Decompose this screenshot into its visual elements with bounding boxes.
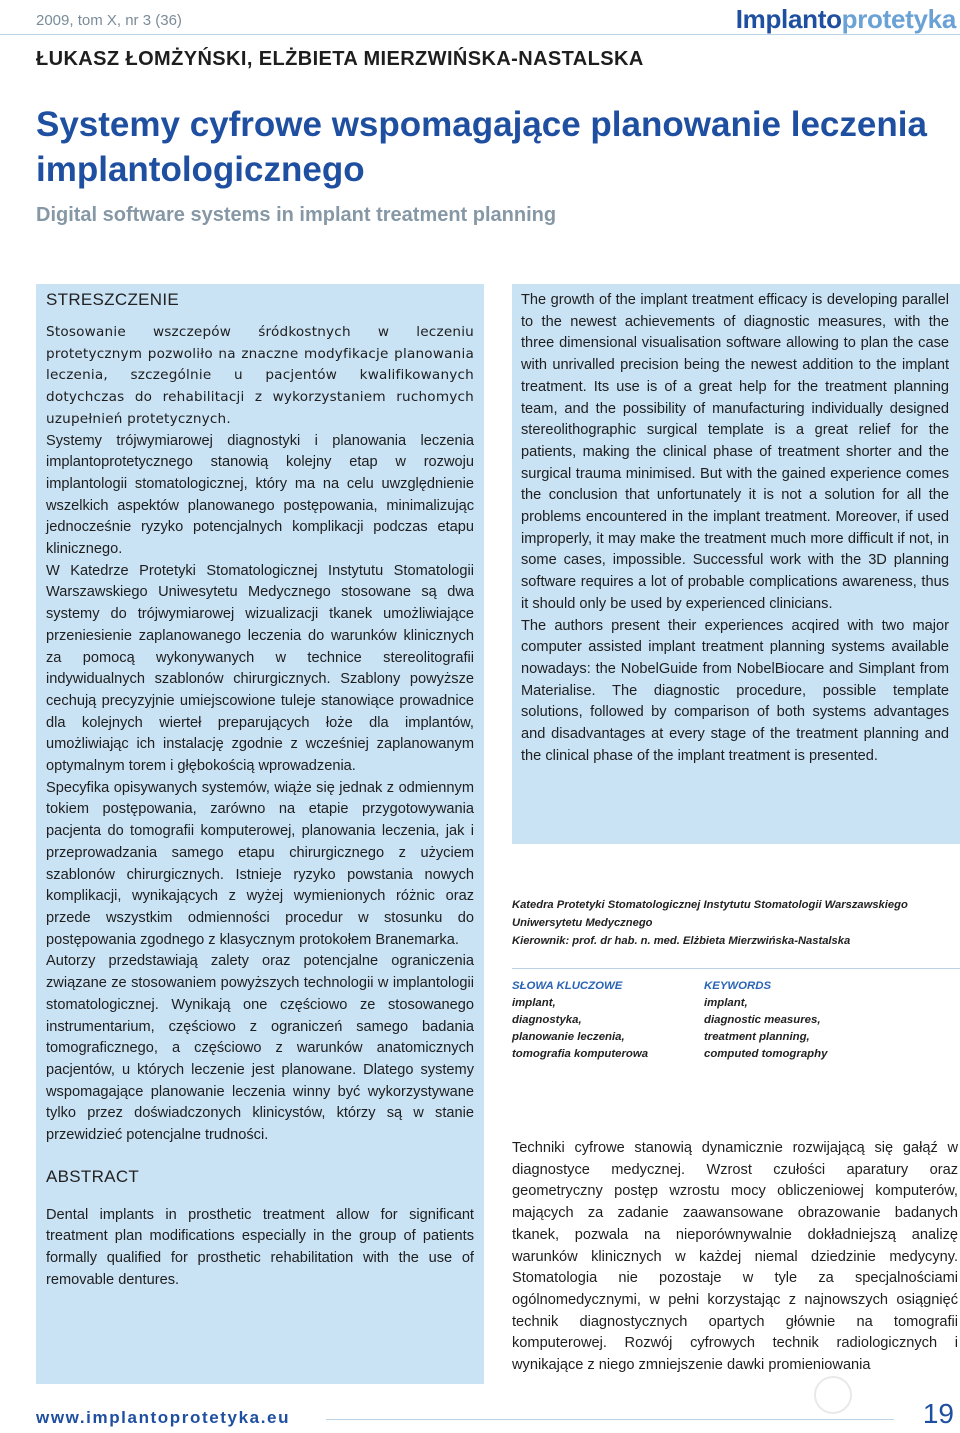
keyword-item: implant,: [704, 997, 748, 1009]
keywords-pl-heading: SŁOWA KLUCZOWE: [512, 980, 623, 992]
keywords-en-heading: KEYWORDS: [704, 980, 772, 992]
abstract-heading: ABSTRACT: [46, 1166, 140, 1186]
keyword-item: diagnostic measures,: [704, 1014, 821, 1026]
keywords-en: [704, 978, 827, 1063]
page-number: 19: [922, 1398, 954, 1429]
header-divider: [0, 34, 960, 35]
streszczenie-paragraph: Systemy trójwymiarowej diagnostyki i planowania leczenia implantoprotetycznego stanowią kolejny etap w rozwoju implantologii stomatologicznej, który ma na celu uwzględnienie wszelkich aspektów planowanego postępowania, minimalizując jednocześnie ryzyko potencjalnych komplikacji podczas etapu klinicznego.: [46, 432, 474, 558]
watermark-seal: [814, 1376, 852, 1414]
journal-brand: [736, 4, 956, 35]
footer-divider: [326, 1419, 894, 1420]
keyword-item: implant,: [512, 997, 556, 1009]
streszczenie-paragraph: Specyfika opisywanych systemów, wiąże się jednak z odmiennym tokiem postępowania, zarówno na etapie przygotowywania pacjenta do tomografii komputerowej, planowania leczenia, jak i przeprowadzania samego etapu chirurgicznego z użyciem szablonów chirurgicznych. Istnieje ryzyko powstania nowych komplikacji, wynikających z wyżej wymienionych różnic oraz przede wszystkim odmienności procedur w stosunku do postępowania zgodnego z klasycznym protokołem Branemarka.: [46, 779, 474, 948]
brand-part-1: Implanto: [735, 4, 842, 34]
streszczenie-paragraph: Autorzy przedstawiają zalety oraz potencjalne ograniczenia związane ze stosowaniem powyższych technologii w implantologii stomatologicznej. Wynikają one częściowo ze stosowanego instrumentarium, częściowo z ograniczeń samego badania tomograficznego, a częściowo z warunków anatomicznych pacjentów, u których leczenie jest planowane. Dlatego systemy wspomagające planowanie leczenia winny być wykorzystywane tylko przez doświadczonych klinicystów, którzy są w stanie przewidzieć potencjalne trudności.: [46, 953, 474, 1144]
article-subtitle: Digital software systems in implant treatment planning: [36, 204, 557, 226]
streszczenie-heading: STRESZCZENIE: [46, 290, 180, 309]
affiliation-head: Kierownik: prof. dr hab. n. med. Elżbieta Mierzwińska-Nastalska: [512, 935, 851, 947]
abstract-paragraph: The growth of the implant treatment efficacy is developing parallel to the newest achievements of diagnostic measures, with the three dimensional visualisation software allowing to plan the case with unrivalled precision being the newest addition to the implant treatment. Its use is of a great help for the treatment planning team, and the possibility of manufacturing individually designed stereolithographic surgical template is a great relief for the patients, making the clinical phase of treatment shorter and the surgical trauma minimised. But with the gained experience comes the conclusion that unfortunately it is not a solution for all the problems encountered in the implant treatment. Moreover, if used improperly, it may make the treatment much more difficult if not, in some cases, impossible. Successful work with the 3D planning software requires a lot of probable complications awareness, thus it should only be used by experienced clinicians.: [521, 292, 949, 612]
summary-box: [36, 284, 484, 1384]
abstract-paragraph: The authors present their experiences acqired with two major computer assisted implant treatment planning systems available nowadays: the NobelGuide from NobelBiocare and Simplant from Materialise. The diagnostic procedure, possible template solutions, followed by comparison of both systems advantages and disadvantages at every stage of the treatment planning and the clinical phase of the implant treatment is presented.: [521, 617, 949, 764]
keyword-item: tomografia komputerowa: [512, 1048, 649, 1060]
issue-info: 2009, tom X, nr 3 (36): [36, 12, 182, 29]
keyword-item: diagnostyka,: [512, 1014, 582, 1026]
keyword-item: treatment planning,: [704, 1031, 810, 1043]
keywords-divider: [512, 968, 960, 969]
affiliation: [512, 896, 952, 950]
streszczenie-paragraph: W Katedrze Protetyki Stomatologicznej Instytutu Stomatologii Warszawskiego Uniwesytetu Medycznego stosowane są dwa systemy do trójwymiarowej wizualizacji tkanek umożliwiające przeniesienie zaplanowanego leczenia do warunków klinicznych za pomocą wykonywanych w technice stereolitografii indywidualnych szablonów chirurgicznych. Szablony powyższe cechują precyzyjnie umiejscowione tuleje stanowiące prowadnice dla kolejnych wierteł preparujących łoże dla implantów, umożliwiając ich instalację zgodnie z wcześniej zaplanowanym optymalnym torem i głębokością wprowadzenia.: [46, 562, 474, 775]
introduction-text: Techniki cyfrowe stanowią dynamicznie rozwijającą się gałąź w diagnostyce medycznej. Wzrost czułości aparatury oraz geometryczny postęp wzrostu mocy obliczeniowej komputerów, mających za zadanie zaawansowane obrazowanie badanych tkanek, pozwala na nieporównywalnie dokładniejszą analizę warunków klinicznych w każdej niemal dziedzinie medycyny. Stomatologia nie pozostaje w tyle za specjalnościami ogólnomedycznymi, w pełni korzystając z najnowszych osiągnięć technik diagnostycznych opartych głównie na tomografii komputerowej. Rozwój cyfrowych technik radiologicznych i wynikające z niego zmniejszenie dawki promieniowania: [512, 1140, 958, 1374]
brand-part-2: protetyka: [841, 4, 956, 34]
article-title: Systemy cyfrowe wspomagające planowanie leczenia implantologicznego: [36, 105, 927, 189]
abstract-box: [512, 284, 960, 844]
streszczenie-lead: Stosowanie wszczepów śródkostnych w leczeniu protetycznym pozwoliło na znaczne modyfikacje planowania leczenia, szczególnie u pacjentów kwalifikowanych dotychczas do rehabilitacji z wykorzystaniem ruchomych uzupełnień protetycznych.: [46, 324, 474, 427]
affiliation-institution: Katedra Protetyki Stomatologicznej Instytutu Stomatologii Warszawskiego Uniwersytetu Medycznego: [512, 899, 908, 929]
keyword-item: computed tomography: [704, 1048, 828, 1060]
authors: ŁUKASZ ŁOMŻYŃSKI, ELŻBIETA MIERZWIŃSKA-NASTALSKA: [36, 48, 644, 70]
keyword-item: planowanie leczenia,: [512, 1031, 625, 1043]
journal-url-link[interactable]: www.implantoprotetyka.eu: [36, 1408, 291, 1427]
abstract-lead: Dental implants in prosthetic treatment allow for significant treatment plan modifications especially in the group of patients formally qualified for prosthetic rehabilitation with the use of removable dentures.: [46, 1206, 474, 1288]
keywords-pl: [512, 978, 648, 1063]
